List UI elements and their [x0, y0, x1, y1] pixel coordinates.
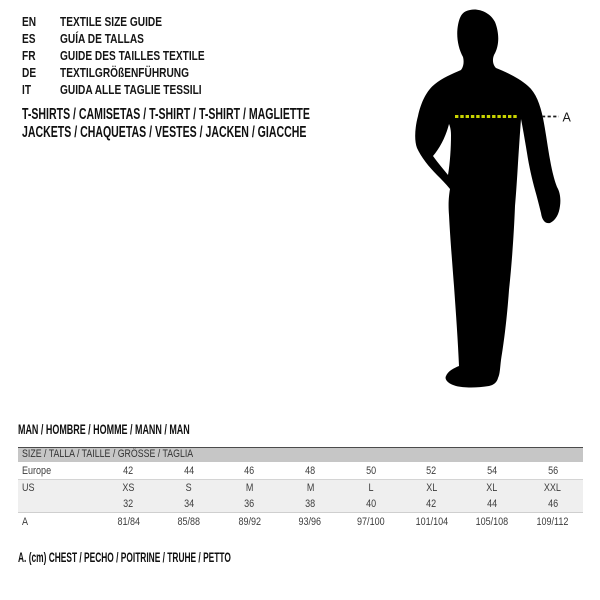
language-code: DE [22, 65, 37, 80]
measure-label-a: A [562, 110, 571, 125]
size-cell: 38 [305, 498, 316, 510]
size-cell: L [368, 482, 374, 494]
language-code: IT [22, 82, 32, 97]
size-cell: 42 [426, 498, 437, 510]
row-label: US [22, 482, 35, 494]
language-code: EN [22, 14, 37, 29]
size-cell: 40 [365, 498, 376, 510]
size-cell: 89/92 [238, 515, 261, 528]
table-row-us-numeric [18, 496, 583, 512]
language-row-it [22, 81, 245, 98]
row-label: Europe [22, 464, 52, 477]
size-cell: XXL [544, 482, 562, 494]
size-cell: 97/100 [357, 515, 385, 528]
size-cell: 105/108 [475, 515, 509, 528]
language-label: GUIDA ALLE TAGLIE TESSILI [60, 82, 202, 97]
man-silhouette [415, 10, 560, 388]
size-cell: 46 [244, 464, 255, 477]
size-cell: 42 [123, 464, 134, 477]
language-row-en [22, 13, 245, 30]
size-cell: 93/96 [298, 515, 322, 528]
size-cell: 34 [183, 498, 194, 510]
size-cell: 56 [547, 464, 558, 477]
size-cell: M [245, 482, 254, 494]
size-cell: S [185, 482, 192, 494]
size-table-header [18, 447, 583, 462]
table-row-a [18, 512, 583, 530]
size-cell: 48 [305, 464, 316, 477]
table-row-us [18, 479, 583, 496]
size-cell: XL [425, 482, 437, 494]
table-row-europe [18, 462, 583, 479]
size-cell: 52 [426, 464, 437, 477]
language-row-fr [22, 47, 245, 64]
language-label: TEXTILGRÖßENFÜHRUNG [60, 65, 190, 80]
size-cell: XS [122, 482, 135, 494]
language-label: GUIDE DES TAILLES TEXTILE [60, 48, 205, 63]
row-label: A [22, 515, 29, 528]
size-cell: 50 [365, 464, 376, 477]
size-cell: 32 [123, 498, 134, 510]
section-title-man [18, 421, 286, 437]
size-table [18, 447, 583, 530]
footnote-chest [18, 550, 361, 566]
man-silhouette-figure [390, 0, 600, 400]
size-cell: 81/84 [117, 515, 140, 528]
section-title-text: MAN / HOMBRE / HOMME / MANN / MAN [18, 421, 190, 437]
language-label: TEXTILE SIZE GUIDE [60, 14, 162, 29]
size-table-header-text: SIZE / TALLA / TAILLE / GRÖSSE / TAGLIA [22, 448, 194, 460]
language-list [22, 13, 245, 98]
language-label: GUÍA DE TALLAS [60, 31, 144, 46]
category-text: JACKETS / CHAQUETAS / VESTES / JACKEN / GIACCHE [22, 123, 307, 141]
footnote-text: A. (cm) CHEST / PECHO / POITRINE / TRUHE / PETTO [18, 550, 231, 565]
size-cell: 44 [487, 498, 498, 510]
size-cell: XL [486, 482, 498, 494]
size-cell: 46 [547, 498, 558, 510]
size-cell: 101/104 [415, 515, 448, 528]
size-cell: 44 [183, 464, 194, 477]
language-row-de [22, 64, 245, 81]
size-cell: 109/112 [536, 515, 569, 528]
size-cell: 54 [487, 464, 498, 477]
size-cell: 36 [244, 498, 255, 510]
size-cell: M [306, 482, 314, 494]
language-row-es [22, 30, 245, 47]
language-code: ES [22, 31, 36, 46]
language-code: FR [22, 48, 36, 63]
size-cell: 85/88 [177, 515, 201, 528]
category-text: T-SHIRTS / CAMISETAS / T-SHIRT / T-SHIRT / MAGLIETTE [22, 106, 310, 123]
